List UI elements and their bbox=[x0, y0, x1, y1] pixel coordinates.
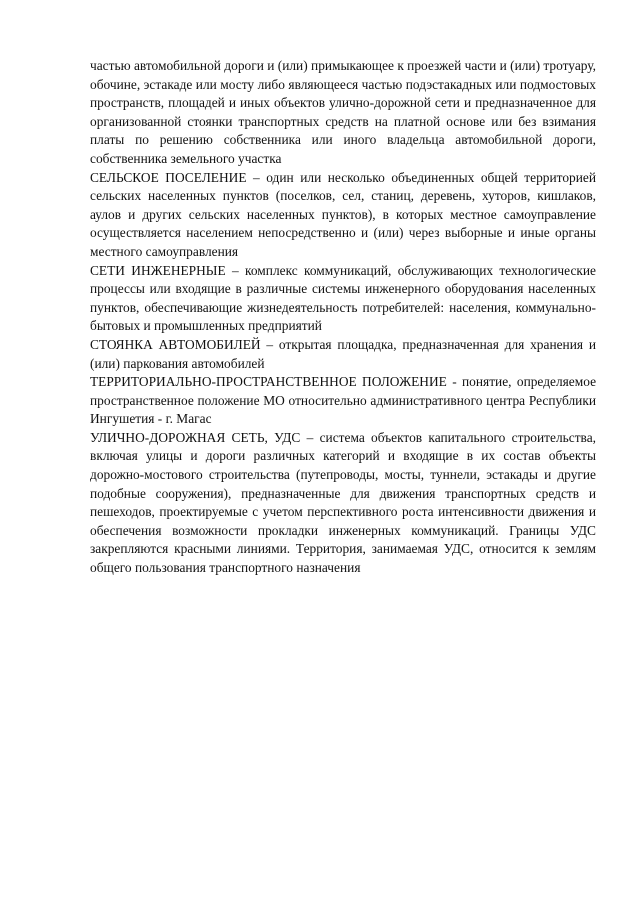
definition-body: один или несколько объединенных общей территорией сельских населенных пунктов (поселков, сел, станиц, деревень, хуторов, кишлаков, аулов и других сельских населенных пунктов), в которых местное самоуправление осуществляется населением непосредственно и (или) через выборные и иные органы местного самоуправления bbox=[90, 169, 596, 259]
definition-term: СЕЛЬСКОЕ ПОСЕЛЕНИЕ bbox=[90, 169, 247, 185]
definition-term: ТЕРРИТОРИАЛЬНО-ПРОСТРАНСТВЕННОЕ ПОЛОЖЕНИЕ bbox=[90, 374, 447, 390]
document-page bbox=[90, 57, 596, 578]
definition-paragraph bbox=[90, 373, 596, 429]
definition-term: УЛИЧНО-ДОРОЖНАЯ СЕТЬ, УДС bbox=[90, 429, 301, 445]
definition-body: система объектов капитального строительства, включая улицы и дороги различных категорий и входящие в их состав объекты дорожно-мостового строительства (путепроводы, мосты, туннели, эстакады и другие подобные сооружения), предназначенные для движения транспортных средств и пешеходов, проектируемые с учетом перспективного роста интенсивности движения и обеспечения возможности прокладки инженерных коммуникаций. Границы УДС закрепляются красными линиями. Территория, занимаемая УДС, относится к землям общего пользования транспортного назначения bbox=[90, 429, 596, 576]
definition-paragraph bbox=[90, 57, 596, 169]
definition-paragraph bbox=[90, 169, 596, 262]
definition-body: комплекс коммуникаций, обслуживающих технологические процессы или входящие в различные системы инженерного оборудования населенных пунктов, обеспечивающие жизнедеятельность потребителей: населения, коммунально-бытовых и промышленных предприятий bbox=[90, 262, 597, 334]
definition-term: СТОЯНКА АВТОМОБИЛЕЙ bbox=[90, 336, 261, 352]
definition-separator: – bbox=[300, 429, 320, 445]
definition-body: открытая площадка, предназначенная для хранения и (или) паркования автомобилей bbox=[90, 336, 596, 371]
definition-term: СЕТИ ИНЖЕНЕРНЫЕ bbox=[90, 262, 226, 278]
definition-paragraph bbox=[90, 429, 596, 578]
definition-separator: – bbox=[225, 262, 246, 278]
definition-paragraph bbox=[90, 262, 596, 336]
definition-separator: – bbox=[246, 169, 267, 185]
definition-separator: – bbox=[260, 336, 279, 352]
definition-separator: - bbox=[446, 374, 463, 390]
definition-paragraph bbox=[90, 336, 596, 373]
definition-body: понятие, определяемое пространственное положение МО относительно административного центра Республики Ингушетия - г. Магас bbox=[90, 374, 597, 427]
definition-body: частью автомобильной дороги и (или) примыкающее к проезжей части и (или) тротуару, обочине, эстакаде или мосту либо являющееся частью подэстакадных или подмостовых пространств, площадей и иных объектов улично-дорожной сети и предназначенное для организованной стоянки транспортных средств на платной основе или без взимания платы по решению собственника или иного владельца автомобильной дороги, собственника земельного участка bbox=[90, 58, 596, 166]
